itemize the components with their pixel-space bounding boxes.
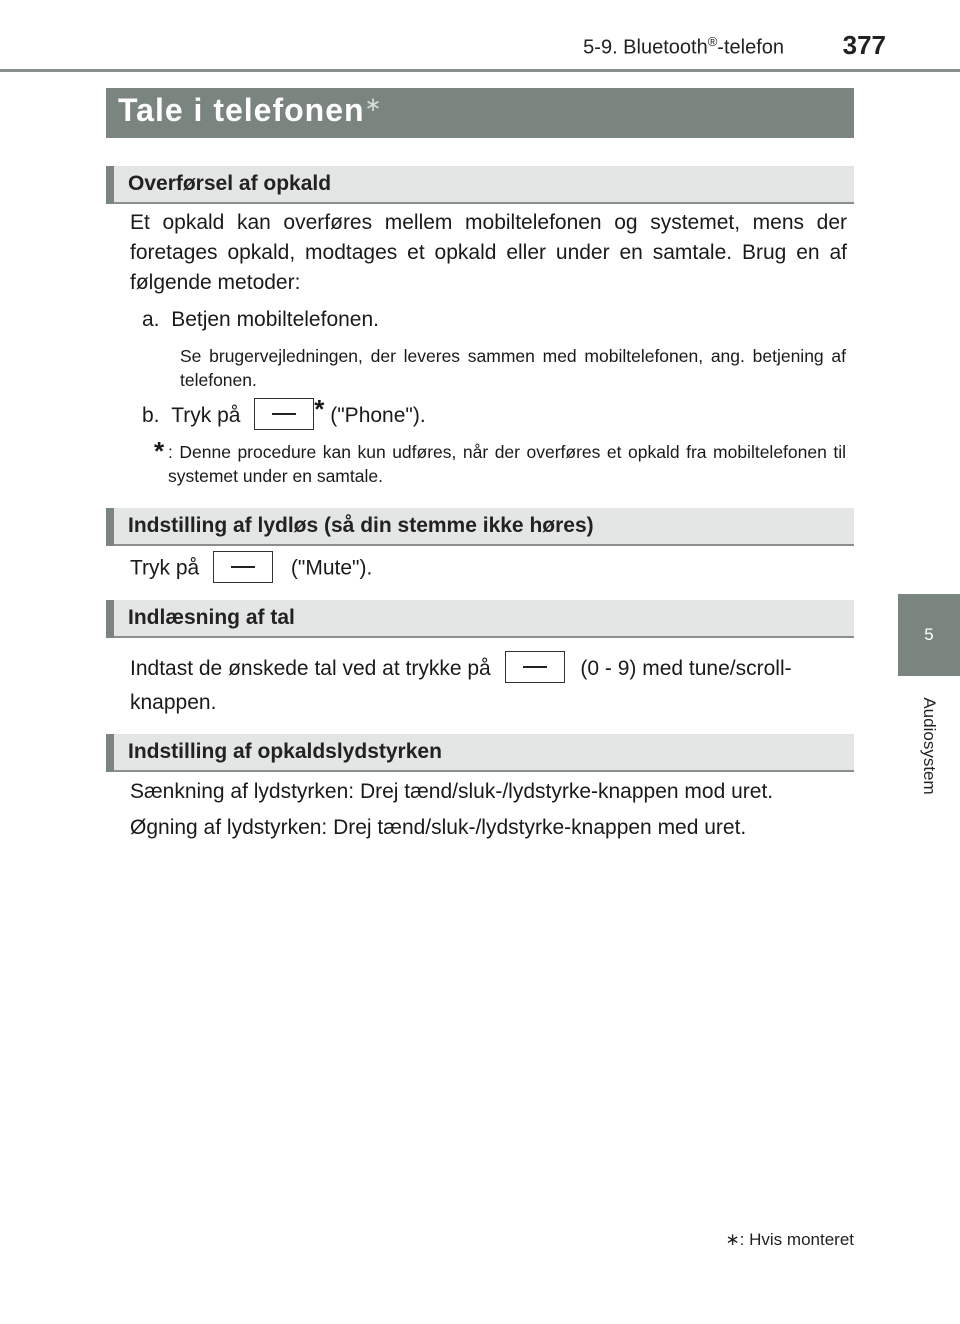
transfer-intro: Et opkald kan overføres mellem mobiltelefonen og systemet, mens der foretages opkald, modtages et opkald eller under en samtale. Brug en af følgende metoder: xyxy=(130,211,847,294)
phone-button[interactable] xyxy=(254,398,314,430)
header-rule xyxy=(0,69,960,72)
page-number: 377 xyxy=(842,30,886,60)
volume-increase: Øgning af lydstyrken: Drej tænd/sluk-/lydstyrke-knappen med uret. xyxy=(130,816,747,839)
item-b: b. Tryk på * ("Phone"). xyxy=(142,398,426,432)
footnote: ∗: Hvis monteret xyxy=(725,1230,854,1249)
chapter-tab: 5 xyxy=(898,594,960,676)
digit-button[interactable] xyxy=(505,651,565,683)
section-heading-transfer: Overførsel af opkald xyxy=(111,166,854,204)
section-heading-mute: Indstilling af lydløs (så din stemme ikke høres) xyxy=(111,508,854,546)
page-title: Tale i telefonen∗ xyxy=(106,88,854,138)
item-a: a. Betjen mobiltelefonen. xyxy=(142,308,379,331)
mute-button[interactable] xyxy=(213,551,273,583)
section-heading-digits: Indlæsning af tal xyxy=(111,600,854,638)
section-heading-volume: Indstilling af opkaldslydstyrken xyxy=(111,734,854,772)
item-a-note: Se brugervejledningen, der leveres sammen med mobiltelefonen, ang. betjening af telefonen. xyxy=(180,346,846,390)
procedure-note: : Denne procedure kan kun udføres, når der overføres et opkald fra mobiltelefonen til systemet under en samtale. xyxy=(168,442,846,486)
mute-instruction: Tryk på ("Mute"). xyxy=(130,553,372,585)
note-marker: * xyxy=(154,436,165,466)
digits-instruction: Indtast de ønskede tal ved at trykke på (0 - 9) med tune/scroll-knappen. xyxy=(130,652,847,720)
volume-decrease: Sænkning af lydstyrken: Drej tænd/sluk-/lydstyrke-knappen mod uret. xyxy=(130,780,774,803)
section-breadcrumb: 5-9. Bluetooth®-telefon xyxy=(583,34,784,59)
chapter-label: Audiosystem xyxy=(920,697,939,795)
